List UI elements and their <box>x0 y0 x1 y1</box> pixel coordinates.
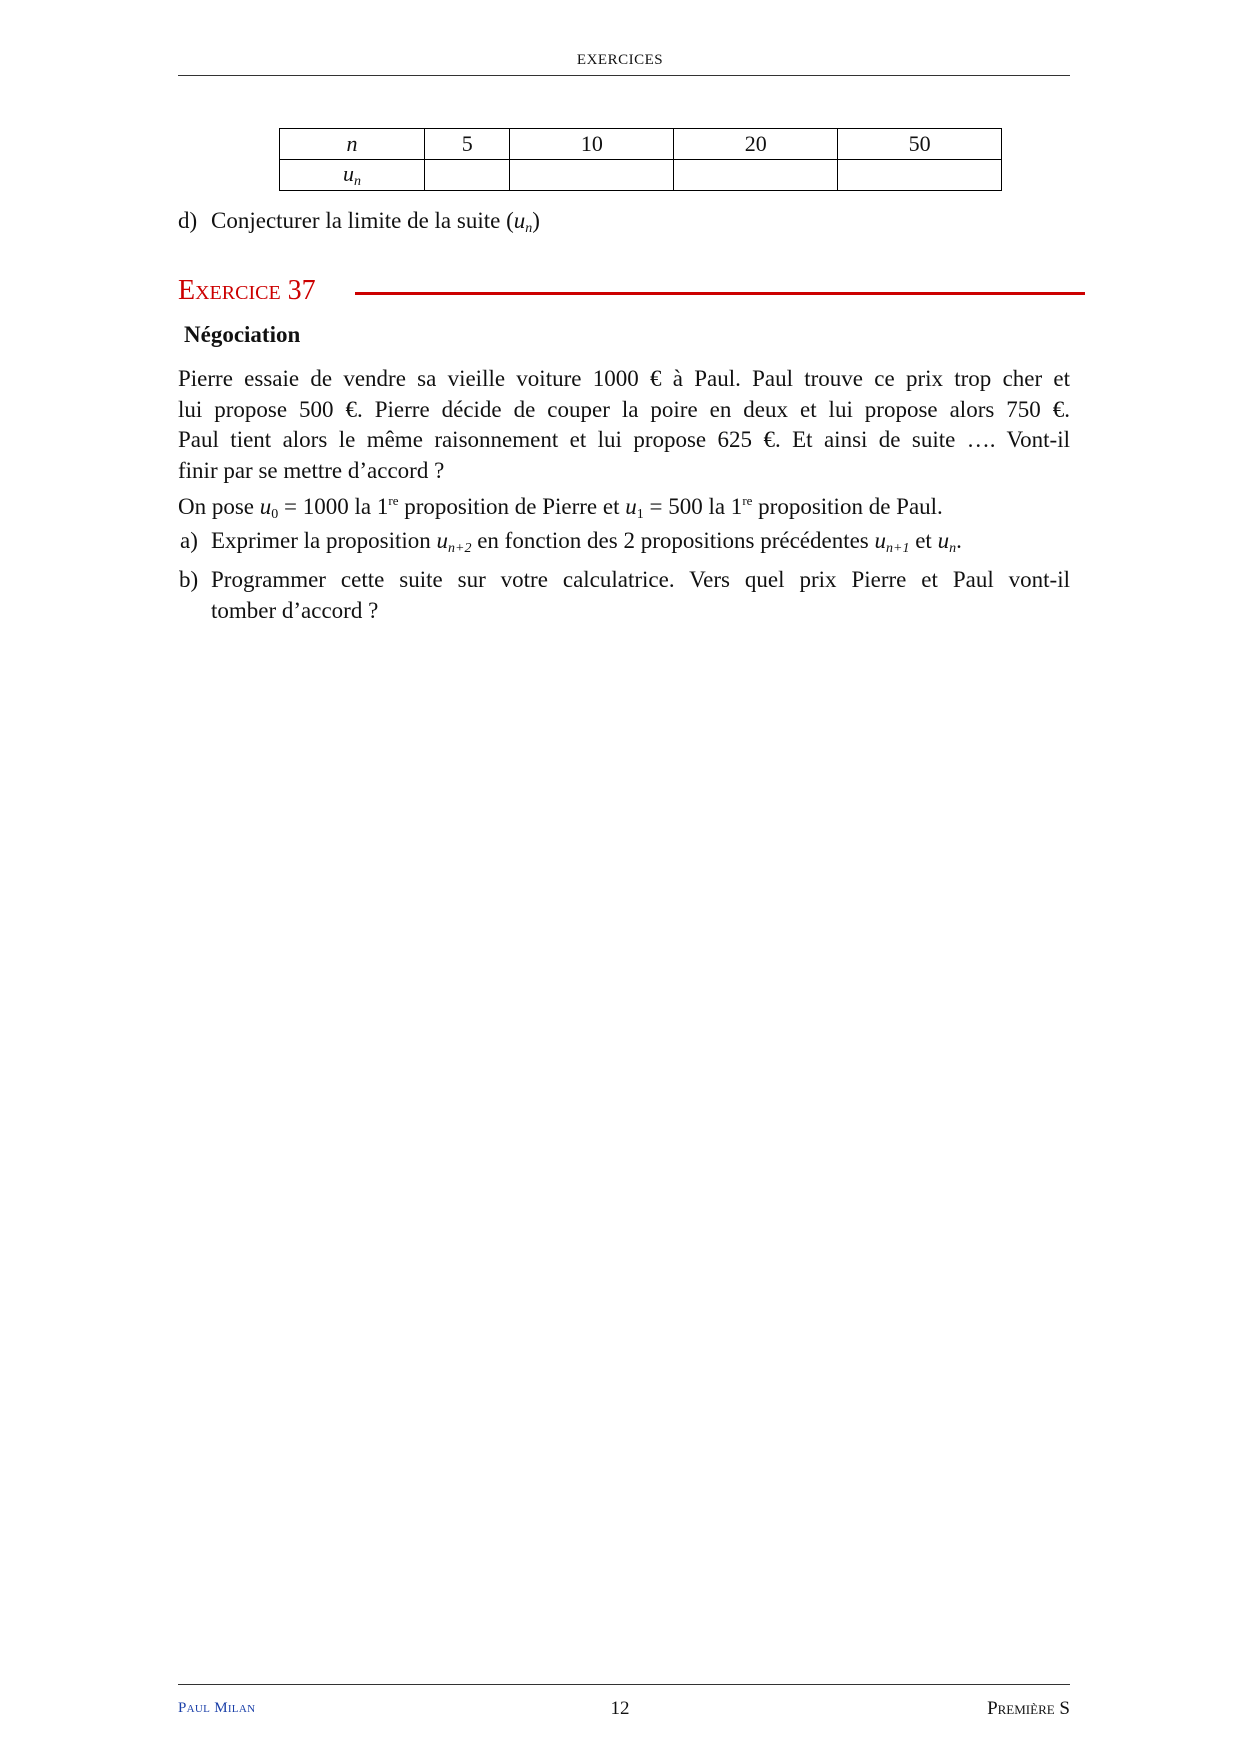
page-number: 12 <box>610 1698 630 1719</box>
pose-line <box>178 486 1070 531</box>
item-b-text <box>211 565 1070 626</box>
values-table <box>279 128 1002 191</box>
paragraph-line: Paul tient alors le même raisonnement et lui propose 625 €. Et ainsi de suite …. Vont-il <box>178 427 1070 452</box>
item-d-text <box>211 206 540 245</box>
paragraph-line: lui propose 500 €. Pierre décide de couper la poire en deux et lui propose alors 750 €. <box>178 396 1070 422</box>
item-a-body: Exprimer la proposition <box>211 528 437 553</box>
pose-text: = 500 la 1 <box>643 494 743 519</box>
pose-var: u <box>259 494 272 519</box>
pose-sup: re <box>388 493 399 508</box>
item-a-label: a) <box>180 528 198 553</box>
table-cell: 50 <box>838 129 1002 160</box>
item-d-var: u <box>513 208 526 233</box>
item-b-line: tomber d’accord ? <box>211 597 379 623</box>
table-cell <box>674 160 838 191</box>
table-row <box>280 129 1002 160</box>
item-a-var: u <box>937 528 950 553</box>
table-cell: 10 <box>510 129 674 160</box>
item-a-body: et <box>909 528 938 553</box>
paragraph-line: Pierre essaie de vendre sa vieille voiture 1000 € à Paul. Paul trouve ce prix trop cher et <box>178 366 1070 391</box>
table-row <box>280 160 1002 191</box>
item-a-var: u <box>436 528 448 553</box>
item-d-close: ) <box>532 208 540 233</box>
footer-rule <box>178 1684 1070 1685</box>
item-b-label: b) <box>179 567 199 592</box>
footer-author: Paul Milan <box>178 1700 256 1716</box>
pose-text: = 1000 la 1 <box>278 494 389 519</box>
row-label: u <box>343 160 354 186</box>
exercise-title: Exercice 37 <box>178 275 316 306</box>
item-d-sub: n <box>525 221 533 236</box>
exercise-title-rule <box>355 292 1085 295</box>
item-d-body: Conjecturer la limite de la suite ( <box>211 208 514 233</box>
pose-sub: 0 <box>271 507 279 522</box>
table-cell <box>425 160 510 191</box>
pose-sub: 1 <box>636 507 644 522</box>
item-a-sub: n+2 <box>448 541 472 556</box>
paragraph-line: finir par se mettre d’accord ? <box>178 457 445 483</box>
pose-text: proposition de Pierre et <box>398 494 626 519</box>
pose-text: proposition de Paul. <box>752 494 943 519</box>
item-a-var: u <box>874 528 886 553</box>
item-a-body: en fonction des 2 propositions précédentes <box>471 528 875 553</box>
header-rule <box>178 75 1070 76</box>
pose-text: On pose <box>178 494 260 519</box>
item-a-body: . <box>956 528 962 553</box>
exercise-paragraph <box>178 364 1070 531</box>
row-label-sub: n <box>354 173 361 189</box>
table-cell: n <box>280 129 425 160</box>
table-cell <box>510 160 674 191</box>
pose-sup: re <box>742 493 753 508</box>
footer-class: Première S <box>987 1698 1070 1719</box>
running-header: EXERCICES <box>576 52 664 68</box>
item-a-sub: n <box>949 541 957 556</box>
item-d-label: d) <box>178 208 198 233</box>
item-a-sub: n+1 <box>886 541 910 556</box>
item-a-text <box>211 526 962 565</box>
table-cell <box>838 160 1002 191</box>
exercise-subtitle: Négociation <box>184 322 301 347</box>
table-cell: 5 <box>425 129 510 160</box>
table-cell: 20 <box>674 129 838 160</box>
table-cell <box>280 160 425 191</box>
pose-var: u <box>625 494 637 519</box>
item-b-line: Programmer cette suite sur votre calculatrice. Vers quel prix Pierre et Paul vont-il <box>211 567 1070 592</box>
